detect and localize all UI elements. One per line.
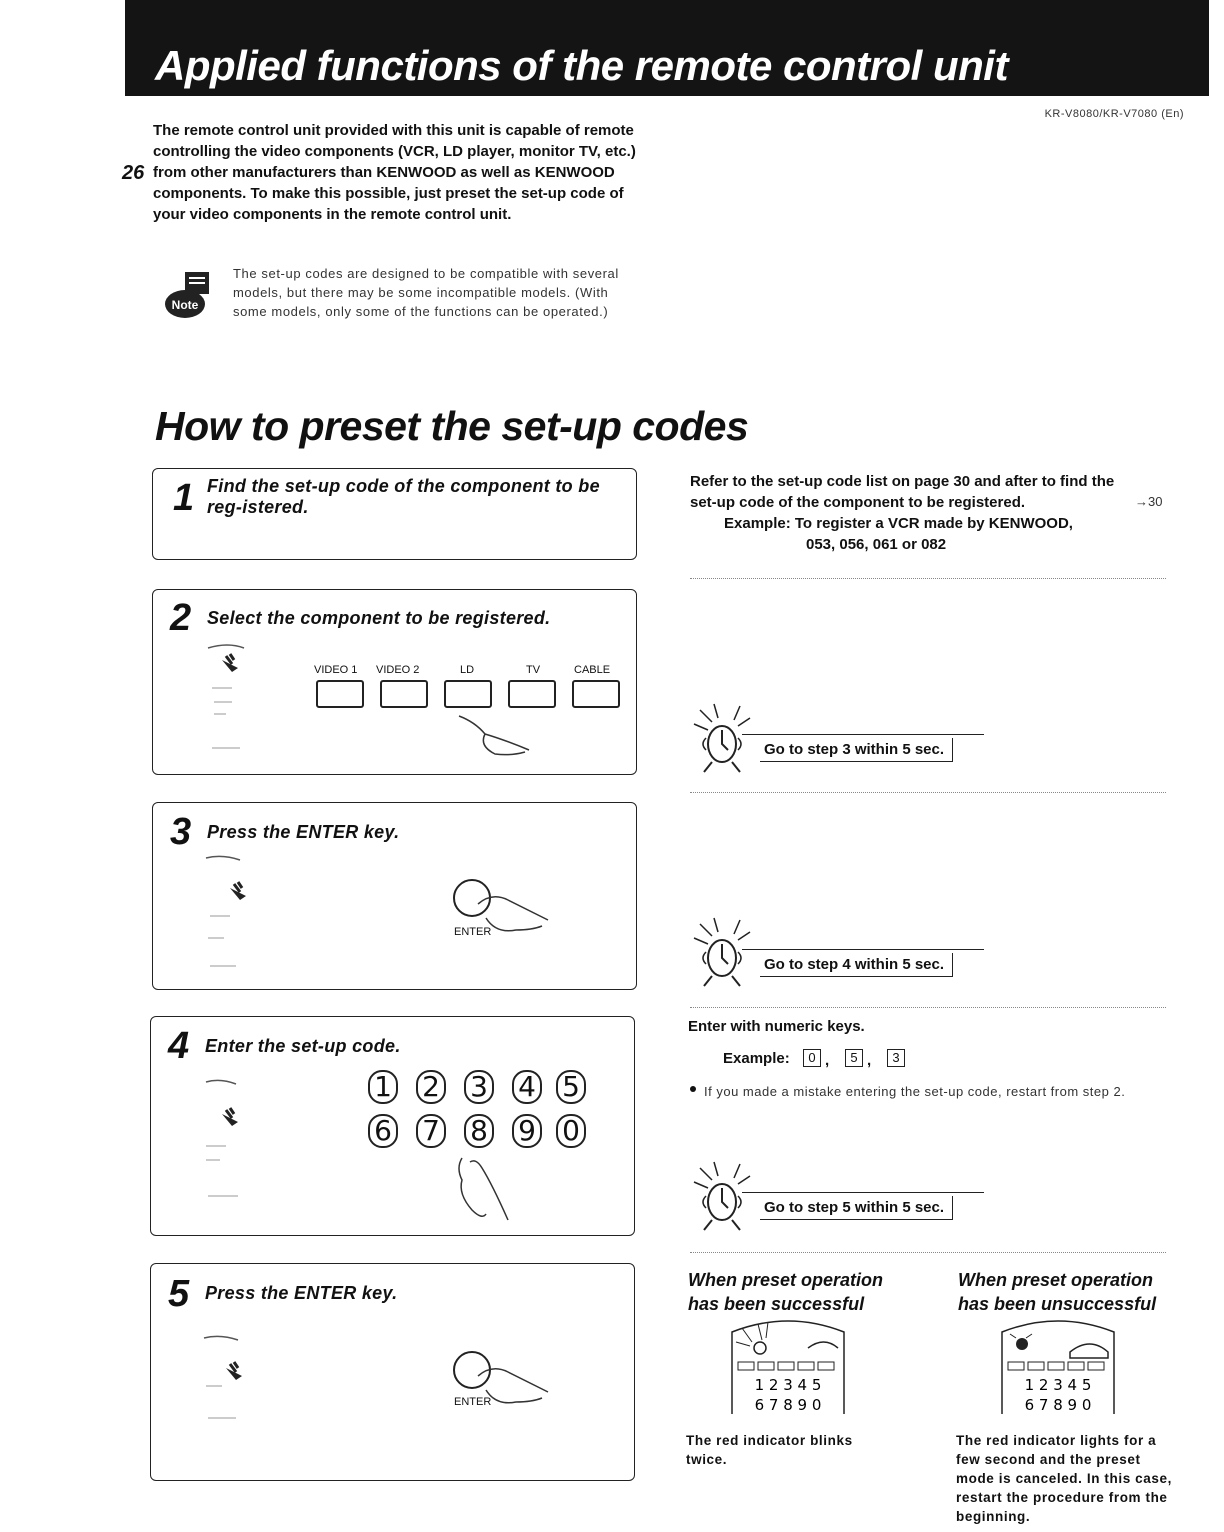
intro-paragraph: The remote control unit provided with this unit is capable of remote controlling the video components (VCR, LD player, monitor TV, etc.) from other manufacturers than KENWOOD as well as KENWOOD components. To make this possible, just preset the set-up code of your video components in the remote control unit. xyxy=(153,122,636,223)
numeric-key-6: 6 xyxy=(368,1114,398,1148)
enter-key-label: ENTER xyxy=(454,1396,492,1408)
numeric-key-3: 3 xyxy=(464,1070,494,1104)
goto-step4-label: Go to step 4 within 5 sec. xyxy=(760,953,953,977)
success-heading: When preset operation has been successful xyxy=(688,1270,884,1314)
timer-alarm-icon xyxy=(690,914,760,994)
numeric-key-4: 4 xyxy=(512,1070,542,1104)
video2-button xyxy=(380,680,428,708)
step-1-codes: 053, 056, 061 or 082 xyxy=(806,536,947,553)
example-key-0: 0 xyxy=(803,1049,821,1067)
note-icon-label: Note xyxy=(171,298,199,312)
ld-button xyxy=(444,680,492,708)
example-sep: , xyxy=(867,1052,872,1069)
page-reference: →30 xyxy=(1135,494,1163,509)
step-4-bullet-text: If you made a mistake entering the set-up code, restart from step 2. xyxy=(704,1084,1126,1099)
timer-alarm-icon xyxy=(690,700,760,780)
model-number: KR-V8080/KR-V7080 (En) xyxy=(1044,108,1184,120)
step-1-title: Find the set-up code of the component to be reg-istered. xyxy=(207,476,600,517)
video1-button xyxy=(316,680,364,708)
button-label-tv: TV xyxy=(526,664,541,676)
step-3-title: Press the ENTER key. xyxy=(207,822,400,842)
remote-hand-icon xyxy=(198,1070,258,1210)
numeric-key-2: 2 xyxy=(416,1070,446,1104)
remote-failure-icon xyxy=(998,1318,1118,1418)
separator xyxy=(690,792,1166,793)
bullet-dot xyxy=(690,1086,696,1092)
svg-text:6 7 8 9 0: 6 7 8 9 0 xyxy=(1024,1396,1092,1414)
goto-step5-label: Go to step 5 within 5 sec. xyxy=(760,1196,953,1220)
svg-text:1 2 3 4 5: 1 2 3 4 5 xyxy=(754,1376,822,1394)
failure-text: The red indicator lights for a few second and the preset mode is canceled. In this case, restart the procedure from the beginning. xyxy=(956,1433,1172,1524)
button-label-video1: VIDEO 1 xyxy=(314,664,358,676)
button-label-cable: CABLE xyxy=(574,664,611,676)
button-label-video2: VIDEO 2 xyxy=(376,664,420,676)
pointing-hand-icon xyxy=(455,712,535,762)
step-3-number: 3 xyxy=(170,811,192,853)
note-text: The set-up codes are designed to be compatible with several models, but there may be some incompatible models. (With some models, only some of the functions can be operated.) xyxy=(233,266,619,319)
step-1-example: Example: To register a VCR made by KENWOOD, xyxy=(724,515,1073,532)
numeric-key-1: 1 xyxy=(368,1070,398,1104)
timer-alarm-icon xyxy=(690,1158,760,1238)
component-buttons xyxy=(308,664,628,708)
goto-step5-line xyxy=(742,1192,984,1193)
step-1-info-line1: Refer to the set-up code list on page 30 and after to find the xyxy=(690,473,1115,490)
remote-hand-icon xyxy=(198,1330,258,1430)
numeric-key-8: 8 xyxy=(464,1114,494,1148)
separator xyxy=(690,1252,1166,1253)
step-5-title: Press the ENTER key. xyxy=(205,1283,398,1303)
remote-hand-icon xyxy=(200,640,260,760)
step-2-number: 2 xyxy=(170,597,192,639)
numeric-key-5: 5 xyxy=(556,1070,586,1104)
separator xyxy=(690,578,1166,579)
pointing-hand-icon xyxy=(452,1154,512,1224)
page-number: 26 xyxy=(122,162,145,184)
example-key-3: 3 xyxy=(887,1049,905,1067)
section-title: How to preset the set-up codes xyxy=(155,403,749,449)
example-sep: , xyxy=(825,1052,830,1069)
step-4-title: Enter the set-up code. xyxy=(205,1036,401,1056)
page-title: Applied functions of the remote control unit xyxy=(155,42,1008,89)
success-text: The red indicator blinks twice. xyxy=(686,1433,853,1467)
step-4-instruction: Enter with numeric keys. xyxy=(688,1018,865,1035)
step-4-example-label: Example: xyxy=(723,1050,790,1067)
svg-text:1 2 3 4 5: 1 2 3 4 5 xyxy=(1024,1376,1092,1394)
numeric-key-9: 9 xyxy=(512,1114,542,1148)
example-key-5: 5 xyxy=(845,1049,863,1067)
remote-hand-icon xyxy=(200,850,260,970)
goto-step3-label: Go to step 3 within 5 sec. xyxy=(760,738,953,762)
step-4-number: 4 xyxy=(168,1025,190,1067)
button-label-ld: LD xyxy=(460,664,475,676)
step-2-title: Select the component to be registered. xyxy=(207,608,551,628)
numeric-key-7: 7 xyxy=(416,1114,446,1148)
note-icon xyxy=(163,270,219,322)
step-5-number: 5 xyxy=(168,1273,190,1315)
step-1-info-line2: set-up code of the component to be registered. xyxy=(690,494,1026,511)
enter-key-label: ENTER xyxy=(454,926,492,938)
remote-success-icon xyxy=(728,1318,848,1418)
failure-heading: When preset operation has been unsuccessful xyxy=(958,1270,1157,1314)
svg-text:6 7 8 9 0: 6 7 8 9 0 xyxy=(754,1396,822,1414)
separator xyxy=(690,1007,1166,1008)
tv-button xyxy=(508,680,556,708)
goto-step3-line xyxy=(742,734,984,735)
goto-step4-line xyxy=(742,949,984,950)
step-1-number: 1 xyxy=(173,477,195,519)
numeric-key-0: 0 xyxy=(556,1114,586,1148)
cable-button xyxy=(572,680,620,708)
